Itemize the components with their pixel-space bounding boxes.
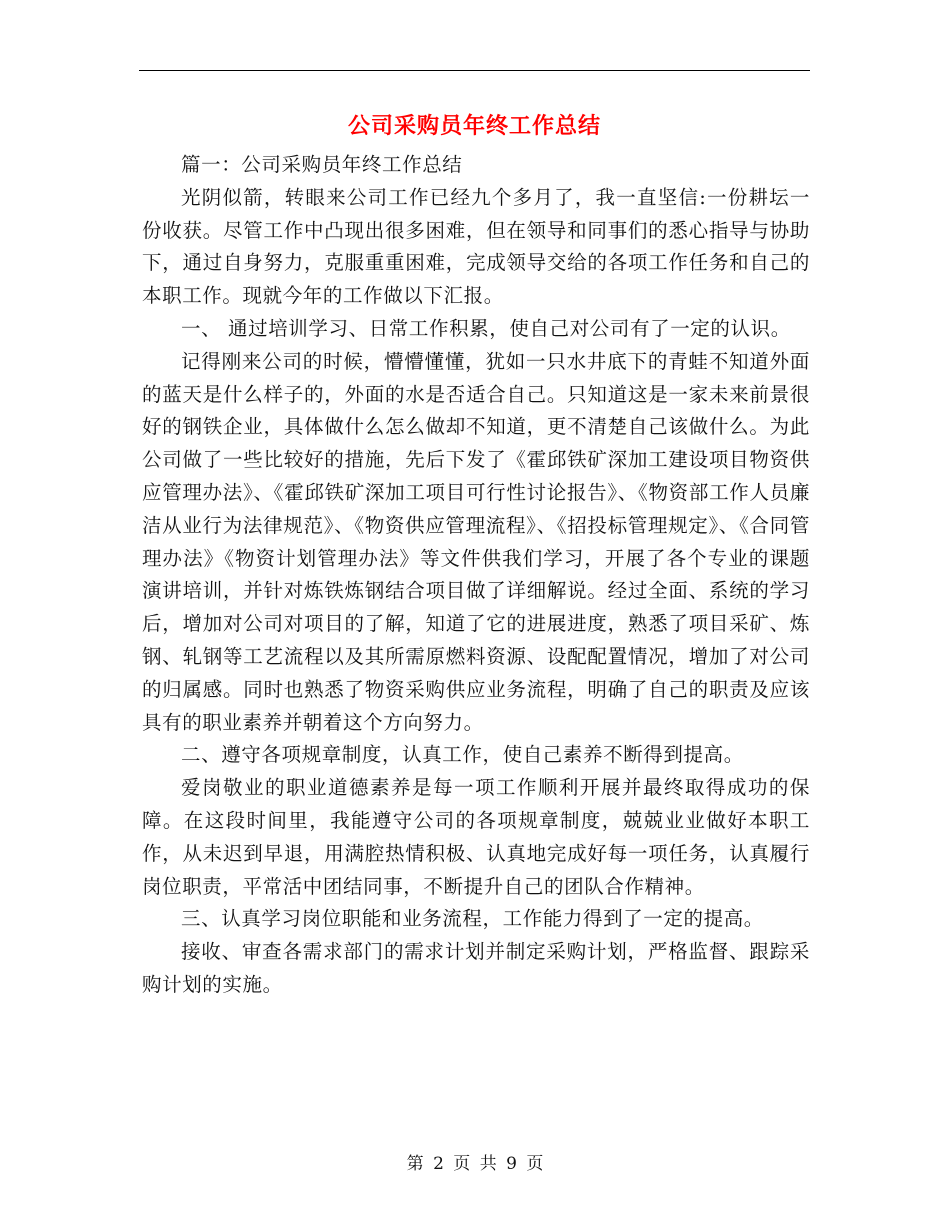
paragraph-procurement: 接收、审查各需求部门的需求计划并制定采购计划，严格监督、跟踪采购计划的实施。	[142, 940, 810, 996]
paragraph-heading-1: 一、 通过培训学习、日常工作积累，使自己对公司有了一定的认识。	[181, 316, 791, 340]
document-body	[142, 149, 810, 1002]
paragraph-dedication: 爱岗敬业的职业道德素养是每一项工作顺利开展并最终取得成功的保障。在这段时间里，我能遵守公司的各项规章制度，兢兢业业做好本职工作，从未迟到早退，用满腔热情积极、认真地完成好每一项任务，认真履行岗位职责，平常活中团结同事，不断提升自己的团队合作精神。	[142, 776, 810, 898]
paragraph-training: 记得刚来公司的时候，懵懵懂懂，犹如一只水井底下的青蛙不知道外面的蓝天是什么样子的，外面的水是否适合自己。只知道这是一家未来前景很好的钢铁企业，具体做什么怎么做却不知道，更不清楚自己该做什么。为此公司做了一些比较好的措施，先后下发了《霍邱铁矿深加工建设项目物资供应管理办法》、《霍邱铁矿深加工项目可行性讨论报告》、《物资部工作人员廉洁从业行为法律规范》、《物资供应管理流程》、《招投标管理规定》、《合同管理办法》《物资计划管理办法》等文件供我们学习，开展了各个专业的课题演讲培训，并针对炼铁炼钢结合项目做了详细解说。经过全面、系统的学习后，增加对公司对项目的了解，知道了它的进展进度，熟悉了项目采矿、炼钢、轧钢等工艺流程以及其所需原燃料资源、设配配置情况，增加了对公司的归属感。同时也熟悉了物资采购供应业务流程，明确了自己的职责及应该具有的职业素养并朝着这个方向努力。	[142, 349, 810, 734]
page-number-footer: 第 2 页 共 9 页	[406, 1154, 544, 1174]
paragraph-section-heading: 篇一：公司采购员年终工作总结	[181, 153, 463, 176]
paragraph-heading-3: 三、认真学习岗位职能和业务流程，工作能力得到了一定的提高。	[181, 907, 764, 931]
header-rule	[139, 70, 810, 71]
paragraph-heading-2: 二、遵守各项规章制度，认真工作，使自己素养不断得到提高。	[181, 743, 744, 767]
paragraph-intro: 光阴似箭，转眼来公司工作已经九个多月了，我一直坚信:一份耕坛一份收获。尽管工作中凸现出很多困难，但在领导和同事们的悉心指导与协助下，通过自身努力，克服重重困难，完成领导交给的各项工作任务和自己的本职工作。现就今年的工作做以下汇报。	[142, 185, 810, 308]
document-title: 公司采购员年终工作总结	[347, 113, 601, 139]
